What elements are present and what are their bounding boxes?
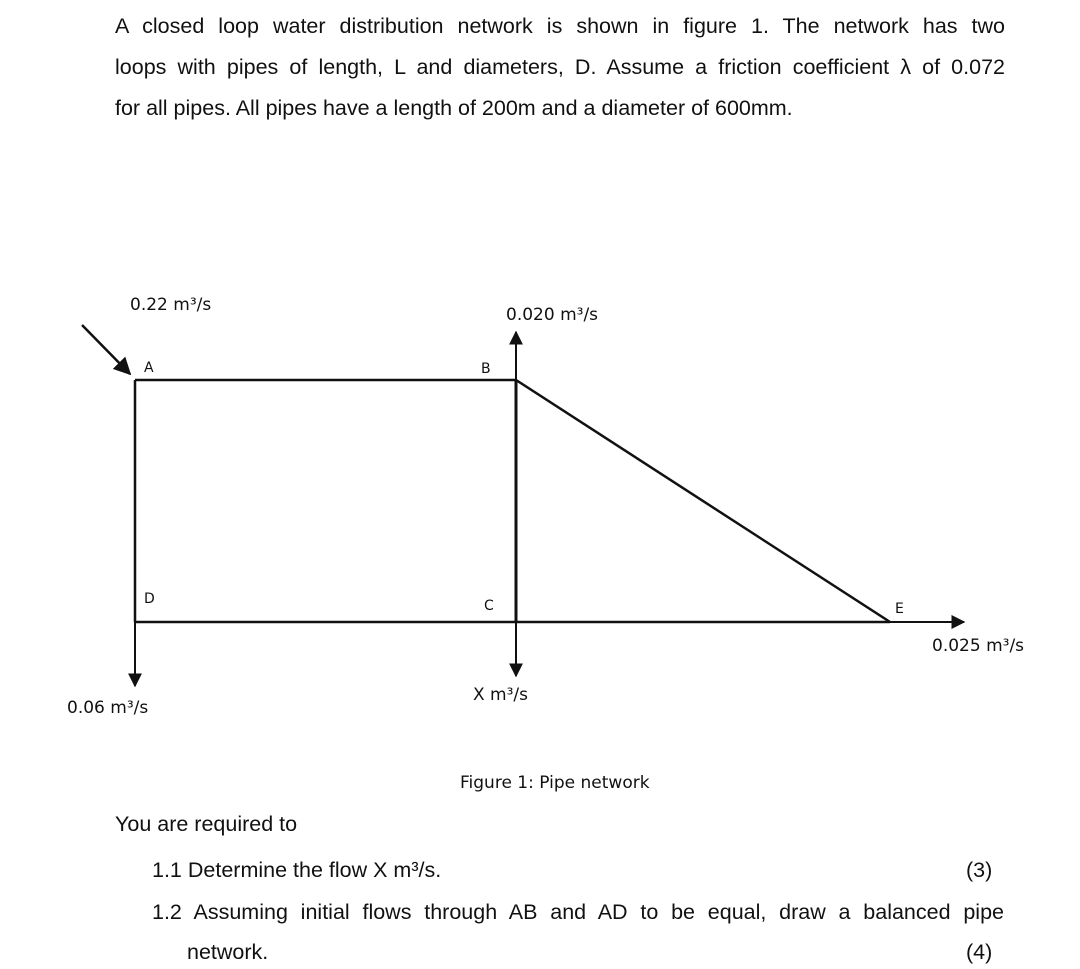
flow-label-outflow-d: 0.06 m³/s	[67, 698, 149, 718]
node-label-a: A	[144, 360, 154, 376]
task-1-1-marks: (3)	[966, 858, 993, 882]
task-1-2-marks: (4)	[966, 940, 993, 964]
pipe-be	[516, 380, 890, 622]
flow-label-outflow-e: 0.025 m³/s	[932, 636, 1025, 656]
node-label-b: B	[481, 361, 491, 377]
task-1-1	[152, 858, 441, 883]
task-1-1-text: Determine the flow X m³/s.	[187, 858, 442, 882]
flow-label-outflow-c: X m³/s	[473, 685, 529, 705]
node-label-d: D	[144, 591, 155, 607]
task-1-2-text: Assuming initial flows through AB and AD to be equal, draw a balanced pipe	[193, 900, 1004, 924]
figure-caption: Figure 1: Pipe network	[460, 773, 650, 793]
task-1-1-number: 1.1	[152, 858, 182, 882]
tasks-intro: You are required to	[115, 812, 298, 836]
task-1-2-number: 1.2	[152, 900, 182, 924]
task-1-2	[152, 900, 1004, 925]
inflow-arrow-a	[82, 325, 130, 374]
task-1-2-continuation: network.	[187, 940, 269, 964]
problem-line-2: loops with pipes of length, L and diameters, D. Assume a friction coefficient λ of 0.072	[115, 55, 1005, 79]
flow-label-inflow-a: 0.22 m³/s	[130, 295, 212, 315]
problem-line-1: A closed loop water distribution network is shown in figure 1. The network has two	[115, 14, 1005, 38]
node-label-e: E	[895, 601, 904, 617]
node-label-c: C	[484, 598, 494, 614]
problem-line-3: for all pipes. All pipes have a length of 200m and a diameter of 600mm.	[115, 96, 793, 120]
flow-label-outflow-b: 0.020 m³/s	[506, 305, 599, 325]
